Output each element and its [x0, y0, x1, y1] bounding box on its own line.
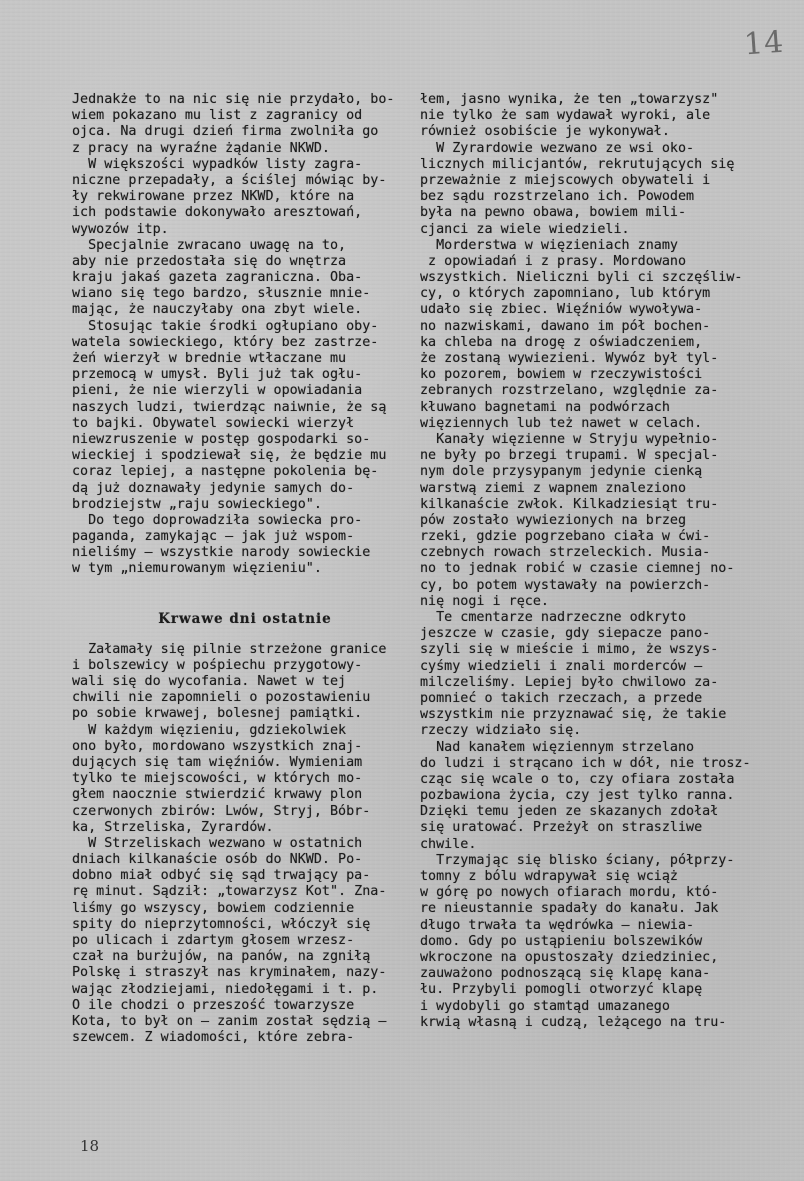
- text-line: ich podstawie dokonywało aresztowań,: [72, 205, 363, 221]
- text-line: była na pewno obawa, bowiem mili-: [420, 205, 687, 221]
- text-line: nię nogi i ręce.: [420, 593, 549, 609]
- text-line: to bajki. Obywatel sowiecki wierzył: [72, 415, 355, 431]
- text-line: wkroczone na opustoszały dziedziniec,: [420, 949, 719, 965]
- text-line: łu. Przybyli pomogli otworzyć klapę: [420, 982, 703, 998]
- text-line: udało się zbiec. Więźniów wywoływa-: [420, 302, 703, 318]
- page-number: 18: [80, 1137, 100, 1155]
- text-line: krwią własną i cudzą, leżącego na tru-: [420, 1014, 727, 1030]
- text-line: dobno miał odbyć się sąd trwający pa-: [72, 868, 371, 884]
- text-line: naszych ludzi, twierdząc naiwnie, że są: [72, 399, 387, 415]
- text-line: dujących się tam więźniów. Wymieniam: [72, 754, 363, 770]
- handwritten-page-number: 14: [742, 24, 786, 63]
- text-line: żeń wierzył w brednie wtłaczane mu: [72, 351, 347, 366]
- text-line: pomnieć o takich rzeczach, a przede: [420, 690, 703, 706]
- text-line: watela sowieckiego, który bez zastrze-: [72, 334, 379, 350]
- text-line: O ile chodzi o przeszość towarzysze: [72, 997, 355, 1013]
- text-line: nie tylko że sam wydawał wyroki, ale: [420, 108, 711, 124]
- text-line: tomny z bólu wdrapywał się wciąż: [420, 869, 678, 884]
- text-line: cząc się wcale o to, czy ofiara została: [420, 771, 735, 787]
- text-line: wywozów itp.: [72, 221, 169, 237]
- text-line: ko pozorem, bowiem w rzeczywistości: [420, 367, 703, 383]
- text-line: więziennych lub też nawet w celach.: [420, 415, 703, 431]
- text-line: ka, Strzeliska, Żyrardów.: [72, 819, 274, 835]
- text-line: domo. Gdy po ustąpieniu bolszewików: [420, 933, 703, 949]
- text-line: Morderstwa w więzieniach znamy: [420, 237, 678, 253]
- text-line: Dzięki temu jeden ze skazanych zdołał: [420, 804, 719, 820]
- text-line: Trzymając się blisko ściany, półprzy-: [420, 852, 735, 868]
- text-line: i wydobyli go stamtąd umazanego: [420, 998, 670, 1014]
- text-line: ły rekwirowane przez NKWD, które na: [72, 189, 355, 205]
- text-line: rzeczy widziało się.: [420, 723, 582, 739]
- text-line: długo trwała ta wędrówka — niewia-: [420, 917, 695, 933]
- text-line: brodziejstw „raju sowieckiego".: [72, 496, 322, 512]
- text-line: ono było, mordowano wszystkich znaj-: [72, 738, 363, 754]
- text-line: czał na burżujów, na panów, na zgniłą: [72, 949, 371, 965]
- left-column-text-block-2: [72, 642, 408, 1047]
- text-line: niczne przepadały, a ściślej mówiąc by-: [72, 172, 387, 188]
- text-line: zebranych rozstrzelano, względnie za-: [420, 383, 719, 399]
- text-line: Kanały więzienne w Stryju wypełnio-: [420, 431, 719, 447]
- text-line: Stosując takie środki ogłupiano oby-: [72, 318, 379, 334]
- text-line: ojca. Na drugi dzień firma zwolniła go: [72, 124, 379, 140]
- text-line: aby nie przedostała się do wnętrza: [72, 253, 347, 269]
- text-line: Załamały się pilnie strzeżone granice: [72, 641, 387, 657]
- text-line: po ulicach i zdartym głosem wrzesz-: [72, 933, 355, 948]
- text-line: no to jednak robić w czasie ciemnej no-: [420, 561, 735, 577]
- right-text-column: [420, 92, 760, 1031]
- text-line: W Strzeliskach wezwano w ostatnich: [72, 835, 363, 851]
- text-line: rzeki, gdzie pogrzebano ciała w ćwi-: [420, 529, 711, 545]
- spacer: [72, 578, 408, 610]
- text-line: Specjalnie zwracano uwagę na to,: [72, 237, 347, 253]
- text-line: licznych milicjantów, rekrutujących się: [420, 156, 735, 172]
- text-line: przeważnie z miejscowych obywateli i: [420, 172, 711, 188]
- text-line: milczeliśmy. Lepiej było chwilowo za-: [420, 674, 719, 690]
- text-line: rę minut. Sądził: „towarzysz Kot". Zna-: [72, 884, 387, 900]
- text-line: coraz lepiej, a następne pokolenia bę-: [72, 464, 379, 480]
- text-line: cjanci za wiele wiedzieli.: [420, 221, 630, 237]
- section-heading: Krwawe dni ostatnie: [158, 610, 332, 627]
- text-line: dą już doznawały jedynie samych do-: [72, 480, 355, 496]
- text-line: w tym „niemurowanym więzieniu".: [72, 561, 322, 577]
- left-column-text-block-1: [72, 92, 408, 578]
- text-line: jeszcze w czasie, gdy siepacze pano-: [420, 626, 711, 642]
- text-line: wając złodziejami, niedołęgami i t. p.: [72, 981, 379, 997]
- text-line: W Żyrardowie wezwano ze wsi oko-: [420, 140, 695, 156]
- text-line: kraju jakaś gazeta zagraniczna. Oba-: [72, 270, 363, 286]
- text-line: Nad kanałem więziennym strzelano: [420, 739, 695, 755]
- text-line: nym dole przysypanym jedynie cienką: [420, 464, 703, 480]
- text-line: cy, o których zapomniano, lub którym: [420, 286, 711, 302]
- text-line: głem naocznie stwierdzić krwawy plon: [72, 787, 363, 803]
- text-line: szyli się w mieście i mimo, że wszys-: [420, 642, 719, 658]
- text-line: ka chleba na drogę z oświadczeniem,: [420, 334, 703, 350]
- text-line: cy, bo potem wystawały na powierzch-: [420, 577, 711, 593]
- text-line: Jednakże to na nic się nie przydało, bo-: [72, 92, 395, 107]
- text-line: chwili nie zapomnieli o pozostawieniu: [72, 690, 371, 706]
- text-line: łem, jasno wynika, że ten „towarzysz": [420, 92, 719, 107]
- text-line: wiano się tego bardzo, słusznie mnie-: [72, 286, 371, 302]
- text-line: spity do nieprzytomności, włóczył się: [72, 916, 371, 932]
- text-line: warstwą ziemi z wapnem znaleziono: [420, 480, 687, 496]
- text-line: Polskę i straszył nas kryminałem, nazy-: [72, 965, 387, 981]
- text-line: niewzruszenie w postęp gospodarki so-: [72, 431, 371, 447]
- text-line: po sobie krwawej, bolesnej pamiątki.: [72, 706, 363, 722]
- text-line: wieckiej i spodziewał się, że będzie mu: [72, 448, 387, 464]
- text-line: nieliśmy — wszystkie narody sowieckie: [72, 545, 371, 561]
- text-line: że zostaną wywiezieni. Wywóz był tyl-: [420, 351, 719, 366]
- text-line: Te cmentarze nadrzeczne odkryto: [420, 610, 687, 625]
- text-line: wszystkich. Nieliczni byli ci szczęśliw-: [420, 270, 743, 286]
- text-line: przemocą w umysł. Byli już tak ogłu-: [72, 367, 363, 383]
- text-line: pozbawiona życia, czy jest tylko ranna.: [420, 788, 735, 804]
- text-line: czerwonych zbirów: Lwów, Stryj, Bóbr-: [72, 803, 371, 819]
- text-line: czebnych rowach strzeleckich. Musia-: [420, 545, 711, 561]
- text-line: pów zostało wywiezionych na brzeg: [420, 512, 687, 528]
- text-line: tylko te miejscowości, w których mo-: [72, 771, 363, 787]
- text-line: również osobiście je wykonywał.: [420, 124, 670, 140]
- text-line: zauważono podnoszącą się klapę kana-: [420, 966, 711, 982]
- text-line: W większości wypadków listy zagra-: [72, 156, 363, 172]
- text-line: liśmy go wszyscy, bowiem codziennie: [72, 900, 355, 916]
- right-column-text-block: [420, 92, 760, 1031]
- text-line: w górę po nowych ofiarach mordu, któ-: [420, 885, 719, 901]
- text-line: i bolszewicy w pośpiechu przygotowy-: [72, 657, 363, 673]
- text-line: re nieustannie spadały do kanału. Jak: [420, 901, 719, 917]
- text-line: pieni, że nie wierzyli w opowiadania: [72, 383, 363, 399]
- text-line: cyśmy wiedzieli i znali morderców —: [420, 658, 703, 674]
- text-line: Do tego doprowadziła sowiecka pro-: [72, 512, 363, 528]
- text-line: z opowiadań i z prasy. Mordowano: [420, 253, 687, 269]
- text-line: mając, że nauczyłaby ona zbyt wiele.: [72, 302, 363, 318]
- text-line: szewcem. Z wiadomości, które zebra-: [72, 1030, 355, 1046]
- spacer: [72, 628, 408, 642]
- text-line: W każdym więzieniu, gdziekolwiek: [72, 722, 347, 738]
- text-line: no nazwiskami, dawano im pół bochen-: [420, 318, 711, 334]
- text-line: kłuwano bagnetami na podwórzach: [420, 399, 670, 415]
- text-line: bez sądu rozstrzelano ich. Powodem: [420, 189, 695, 205]
- text-line: ne były po brzegi trupami. W specjal-: [420, 448, 719, 464]
- text-line: wiem pokazano mu list z zagranicy od: [72, 108, 363, 124]
- text-line: paganda, zamykając — jak już wspom-: [72, 529, 355, 545]
- text-line: Kota, to był on — zanim został sędzią —: [72, 1013, 387, 1029]
- text-line: wszystkim nie przyznawać się, że takie: [420, 707, 727, 723]
- text-line: do ludzi i strącano ich w dół, nie trosz-: [420, 755, 751, 771]
- text-line: z pracy na wyraźne żądanie NKWD.: [72, 140, 330, 156]
- text-line: dniach kilkanaście osób do NKWD. Po-: [72, 852, 363, 868]
- text-line: kilkanaście zwłok. Kilkadziesiąt tru-: [420, 496, 719, 512]
- text-line: się uratować. Przeżył on straszliwe: [420, 820, 703, 836]
- left-text-column: [72, 92, 408, 1046]
- text-line: wali się do wycofania. Nawet w tej: [72, 674, 347, 689]
- text-line: chwile.: [420, 836, 477, 852]
